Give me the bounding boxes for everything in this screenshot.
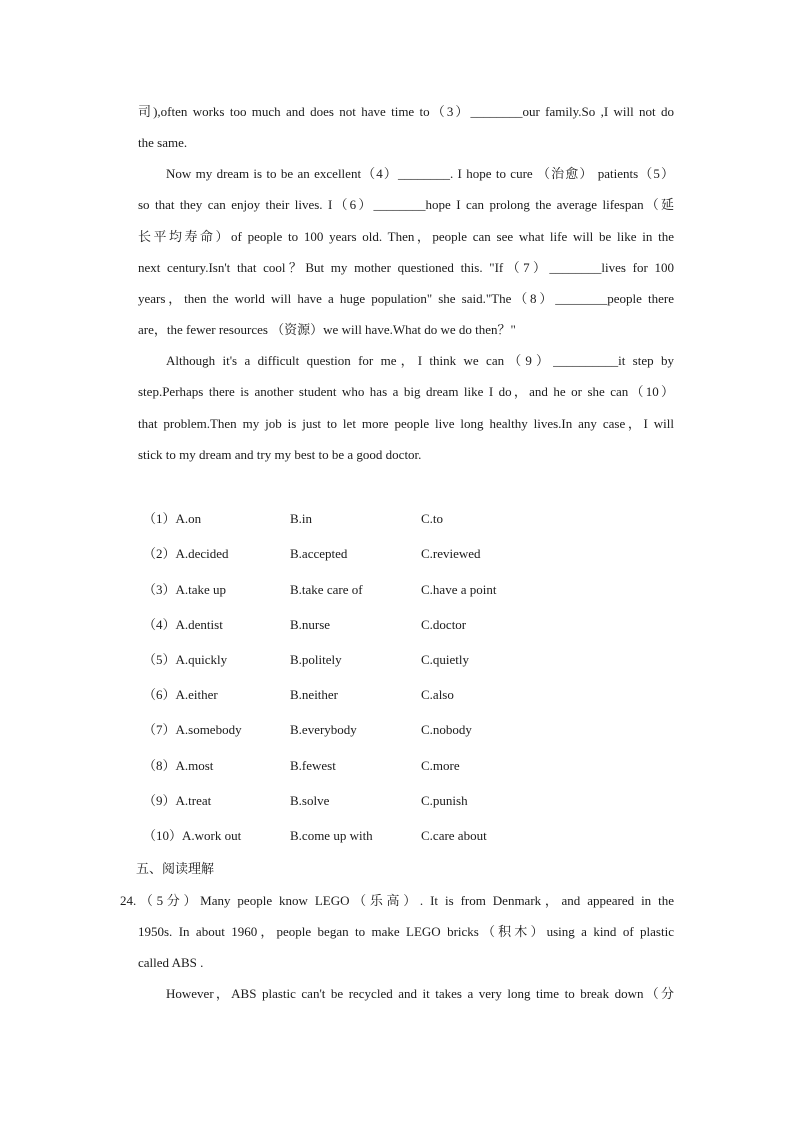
option-c: C.have a point <box>421 582 497 597</box>
option-b: B.neither <box>290 687 339 702</box>
question-line: However，ABS plastic can't be recycled and it takes a very long time to break down（分 <box>166 986 674 1001</box>
option-a: （3）A.take up <box>143 582 227 597</box>
option-b: B.solve <box>290 793 330 808</box>
question-line: called ABS . <box>138 955 204 970</box>
option-b: B.fewest <box>290 758 336 773</box>
question-line: 24.（5分）Many people know LEGO（乐高）. It is from Denmark，and appeared in the <box>120 893 674 908</box>
option-row <box>143 721 663 739</box>
passage-line: 司),often works too much and does not have time to（3）________our family.So ,I will not do <box>138 104 674 119</box>
passage-line: that problem.Then my job is just to let more people live long healthy lives.In any case，I will <box>138 416 674 431</box>
passage-line: years，then the world will have a huge population" she said."The（8）________people there <box>138 291 674 306</box>
option-c: C.punish <box>421 793 468 808</box>
option-row <box>143 827 663 845</box>
option-a: （7）A.somebody <box>143 722 242 737</box>
option-b: B.politely <box>290 652 342 667</box>
option-c: C.more <box>421 758 460 773</box>
option-row <box>143 581 663 599</box>
passage-line: so that they can enjoy their lives. I（6）________hope I can prolong the average lifespan（延 <box>138 197 674 212</box>
option-row <box>143 757 663 775</box>
option-a: （4）A.dentist <box>143 617 223 632</box>
option-c: C.nobody <box>421 722 472 737</box>
option-a: （10）A.work out <box>143 828 242 843</box>
section-title: 五、阅读理解 <box>136 861 215 876</box>
option-a: （5）A.quickly <box>143 652 228 667</box>
option-b: B.take care of <box>290 582 363 597</box>
option-c: C.quietly <box>421 652 470 667</box>
option-b: B.nurse <box>290 617 331 632</box>
option-b: B.come up with <box>290 828 373 843</box>
passage-line: next century.Isn't that cool？But my mother questioned this. "If（7）________lives for 100 <box>138 260 674 275</box>
passage-line: Now my dream is to be an excellent（4）________. I hope to cure （治愈） patients（5） <box>166 166 674 181</box>
option-a: （9）A.treat <box>143 793 212 808</box>
passage-line: stick to my dream and try my best to be a good doctor. <box>138 447 422 462</box>
option-row <box>143 686 663 704</box>
passage-line: 长平均寿命）of people to 100 years old. Then，people can see what life will be like in the <box>138 229 674 244</box>
question-line: 1950s. In about 1960，people began to make LEGO bricks（积木）using a kind of plastic <box>138 924 674 939</box>
option-c: C.to <box>421 511 444 526</box>
option-row <box>143 510 663 528</box>
option-c: C.doctor <box>421 617 467 632</box>
option-row <box>143 616 663 634</box>
option-row <box>143 651 663 669</box>
passage-line: the same. <box>138 135 188 150</box>
passage-line: step.Perhaps there is another student who has a big dream like I do，and he or she can（10） <box>138 384 674 399</box>
option-row <box>143 545 663 563</box>
option-b: B.accepted <box>290 546 348 561</box>
option-b: B.everybody <box>290 722 357 737</box>
option-a: （2）A.decided <box>143 546 229 561</box>
option-row <box>143 792 663 810</box>
option-b: B.in <box>290 511 313 526</box>
passage-line: Although it's a difficult question for me，I think we can（9）__________it step by <box>166 353 674 368</box>
passage-line: are，the fewer resources （资源）we will have.What do we do then？" <box>138 322 516 337</box>
option-a: （6）A.either <box>143 687 218 702</box>
option-c: C.also <box>421 687 454 702</box>
option-a: （8）A.most <box>143 758 214 773</box>
option-c: C.care about <box>421 828 487 843</box>
option-a: （1）A.on <box>143 511 202 526</box>
option-c: C.reviewed <box>421 546 481 561</box>
